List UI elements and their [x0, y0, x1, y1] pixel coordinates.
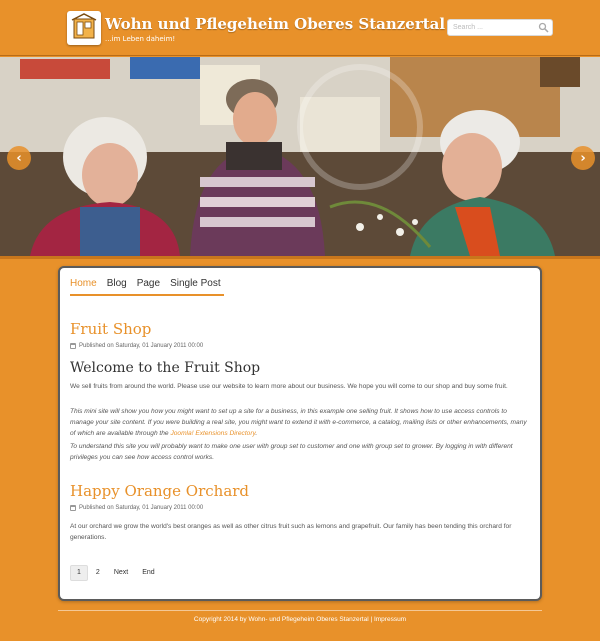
slider-prev-button[interactable] [7, 146, 31, 170]
house-logo-icon [67, 11, 101, 45]
nav-item-home[interactable]: Home [70, 278, 97, 289]
nav-item-single-post[interactable]: Single Post [170, 278, 221, 289]
article-heading: Welcome to the Fruit Shop [70, 360, 261, 376]
nav-item-page[interactable]: Page [136, 278, 161, 289]
paragraph-text: This mini site will show you how you might want to set up a site for a business, in this example one selling fruit. It shows how to use access controls to manage your site content. If you were building a real site, you might want to extend it with e-commerce, a catalog, mailing lists or other enhancements, many of which are available through the [70, 408, 527, 437]
article-meta [70, 505, 203, 511]
pagination [70, 565, 163, 581]
page-1-button[interactable]: 1 [70, 565, 88, 581]
extensions-directory-link[interactable]: Joomla! Extensions Directory [170, 430, 256, 437]
article-paragraph-italic: To understand this site you will probably want to make one user with group set to customer and one with group set to grower. By logging in with different privileges you can see how access control works. [70, 443, 513, 461]
article-meta [70, 343, 203, 349]
site-logo[interactable] [67, 11, 101, 45]
article-paragraph-italic [70, 406, 530, 439]
slider-divider [0, 256, 600, 259]
footer-divider [58, 610, 542, 611]
search-icon[interactable] [538, 22, 549, 33]
article-title[interactable]: Happy Orange Orchard [70, 482, 250, 500]
chevron-left-icon: ‹ [16, 150, 22, 166]
end-page-button[interactable]: End [142, 569, 155, 576]
site-tagline: ...im Leben daheim! [105, 35, 176, 43]
calendar-icon [70, 343, 76, 349]
nav-item-blog[interactable]: Blog [106, 278, 127, 289]
slide-photo [0, 57, 600, 256]
search-input[interactable]: Search ... [447, 19, 553, 36]
slider-next-button[interactable] [571, 146, 595, 170]
image-slider [0, 57, 600, 256]
publish-date: Published on Saturday, 01 January 2011 00:00 [79, 505, 204, 511]
chevron-right-icon: › [580, 150, 586, 166]
footer-copyright: Copyright 2014 by Wohn- und Pflegeheim Oberes Stanzertal | Impressum [193, 616, 407, 623]
page-2-button[interactable]: 2 [95, 569, 100, 576]
publish-date: Published on Saturday, 01 January 2011 00:00 [79, 343, 204, 349]
main-menu [70, 274, 224, 296]
article-paragraph: At our orchard we grow the world's best oranges as well as other citrus fruit such as lemons and grapefruit. Our family has been tending this orchard for generations. [70, 523, 512, 541]
article-title[interactable]: Fruit Shop [70, 320, 152, 338]
next-page-button[interactable]: Next [113, 569, 129, 576]
calendar-icon [70, 505, 76, 511]
site-title[interactable]: Wohn und Pflegeheim Oberes Stanzertal [105, 15, 446, 33]
paragraph-end: . [255, 430, 258, 437]
article-paragraph: We sell fruits from around the world. Please use our website to learn more about our business. We hope you will come to our shop and buy some fruit. [70, 383, 508, 390]
